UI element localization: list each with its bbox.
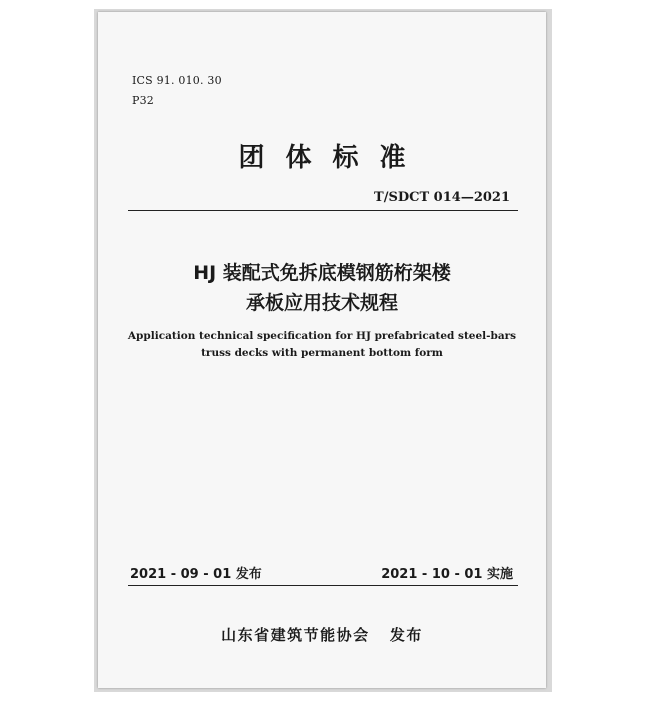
cover-content — [98, 12, 546, 688]
publisher: 山东省建筑节能协会 发布 — [221, 626, 423, 644]
title-chinese-line-1: HJ 装配式免拆底模钢筋桁架楼 — [193, 262, 451, 284]
standard-number: T/SDCT 014—2021 — [374, 190, 510, 205]
ics-code: ICS 91. 010. 30 — [132, 74, 222, 87]
issue-date: 2021 - 09 - 01 发布 — [130, 567, 262, 582]
title-english-line-2: truss decks with permanent bottom form — [201, 347, 443, 359]
standard-type-heading: 团体标准 — [238, 143, 427, 173]
top-divider — [128, 210, 518, 211]
classification-code: P32 — [132, 94, 154, 107]
implementation-date: 2021 - 10 - 01 实施 — [381, 567, 513, 582]
standard-cover — [98, 12, 546, 688]
bottom-divider — [128, 585, 518, 586]
title-chinese-line-2: 承板应用技术规程 — [245, 292, 398, 314]
title-english-line-1: Application technical specification for HJ prefabricated steel-bars — [127, 330, 517, 342]
